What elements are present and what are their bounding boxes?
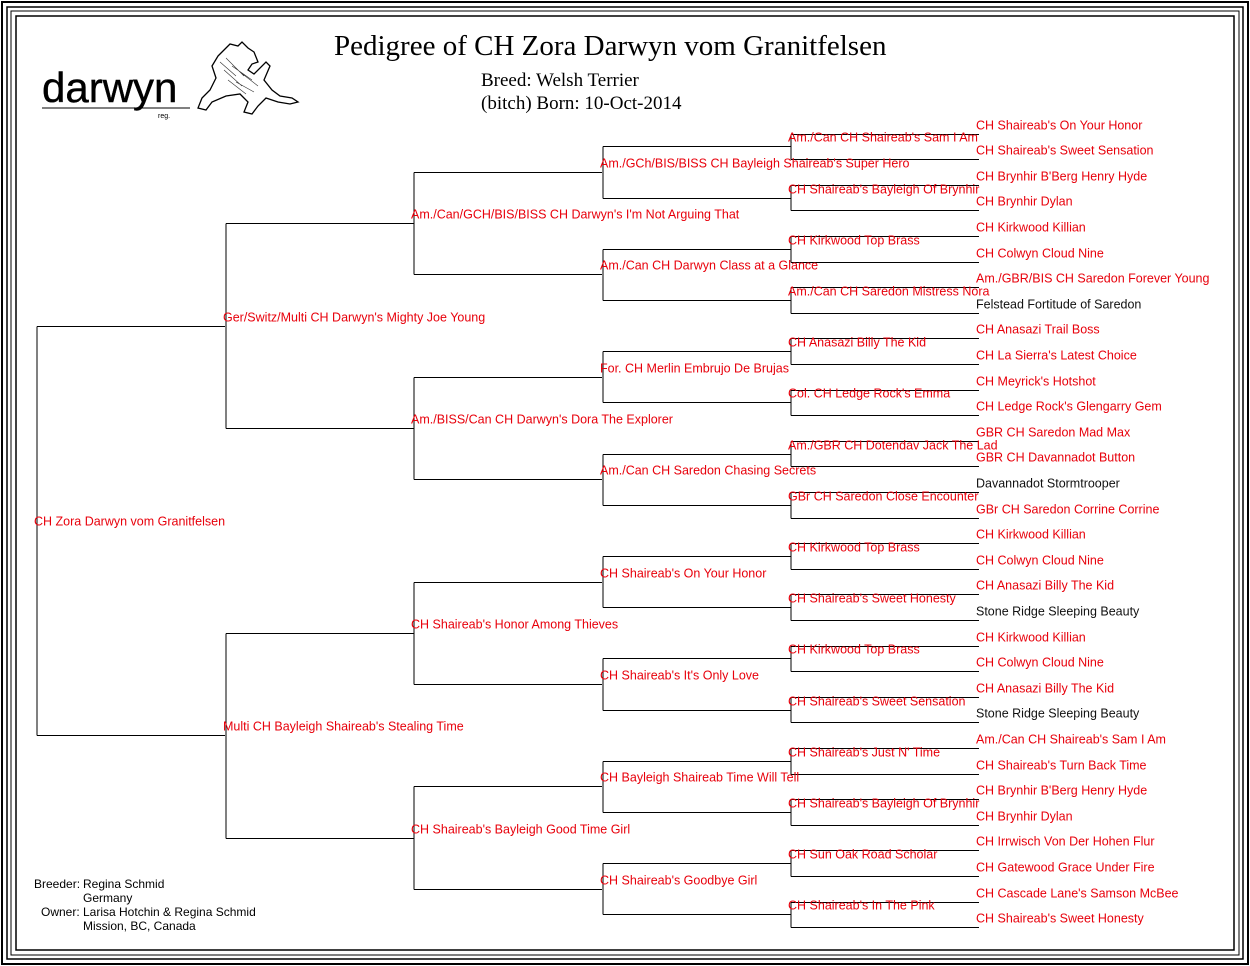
g4-ancestor-name: CH Shaireab's Bayleigh Of Brynhir [788, 796, 980, 810]
great-grandparent-name: Am./GCh/BIS/BISS CH Bayleigh Shaireab's Super Hero [600, 156, 910, 170]
g4-ancestor-name: Am./GBR CH Dotendav Jack The Lad [788, 438, 998, 452]
g5-ancestor-name: CH Shaireab's On Your Honor [976, 118, 1143, 132]
grandparent-name: CH Shaireab's Honor Among Thieves [411, 617, 619, 631]
g5-ancestor-name: CH Irrwisch Von Der Hohen Flur [976, 834, 1155, 848]
g5-ancestor-name: CH Anasazi Trail Boss [976, 322, 1100, 336]
grandparent-name: Am./Can/GCH/BIS/BISS CH Darwyn's I'm Not Arguing That [411, 207, 740, 221]
g5-ancestor-name: CH Brynhir B'Berg Henry Hyde [976, 783, 1148, 797]
g5-ancestor-name: Stone Ridge Sleeping Beauty [976, 706, 1140, 720]
logo-wordmark: darwyn [42, 64, 178, 111]
g5-ancestor-name: CH La Sierra's Latest Choice [976, 348, 1137, 362]
great-grandparent-name: CH Shaireab's On Your Honor [600, 566, 767, 580]
owner-location: Mission, BC, Canada [83, 919, 196, 933]
g4-ancestor-name: Am./Can CH Shaireab's Sam I Am [788, 130, 978, 144]
g4-ancestor-name: CH Shaireab's Sweet Honesty [788, 591, 956, 605]
g4-ancestor-name: CH Shaireab's In The Pink [788, 898, 935, 912]
owner-label: Owner: [41, 905, 80, 919]
great-grandparent-name: Am./Can CH Darwyn Class at a Glance [600, 258, 819, 272]
g5-ancestor-name: CH Brynhir B'Berg Henry Hyde [976, 169, 1148, 183]
g5-ancestor-name: CH Kirkwood Killian [976, 630, 1086, 644]
g5-ancestor-name: Felstead Fortitude of Saredon [976, 297, 1142, 311]
g5-ancestor-name: Am./GBR/BIS CH Saredon Forever Young [976, 271, 1210, 285]
owner-name: Larisa Hotchin & Regina Schmid [83, 905, 256, 919]
g5-ancestor-name: CH Kirkwood Killian [976, 220, 1086, 234]
g4-ancestor-name: CH Shaireab's Just N' Time [788, 745, 941, 759]
g5-ancestor-name: CH Anasazi Billy The Kid [976, 681, 1115, 695]
g4-ancestor-name: Col. CH Ledge Rock's Emma [788, 386, 951, 400]
g5-ancestor-name: CH Cascade Lane's Samson McBee [976, 886, 1179, 900]
g5-ancestor-name: CH Brynhir Dylan [976, 809, 1073, 823]
g4-ancestor-name: CH Kirkwood Top Brass [788, 540, 920, 554]
g5-ancestor-name: Stone Ridge Sleeping Beauty [976, 604, 1140, 618]
g4-ancestor-name: Am./Can CH Saredon Mistress Nora [788, 284, 990, 298]
page-title: Pedigree of CH Zora Darwyn vom Granitfelsen [334, 30, 887, 62]
breed-line: Breed: Welsh Terrier [481, 70, 639, 91]
g5-ancestor-name: CH Shaireab's Sweet Honesty [976, 911, 1144, 925]
g5-ancestor-name: GBR CH Saredon Mad Max [976, 425, 1131, 439]
g5-ancestor-name: CH Ledge Rock's Glengarry Gem [976, 399, 1162, 413]
g5-ancestor-name: CH Colwyn Cloud Nine [976, 655, 1104, 669]
g5-ancestor-name: Am./Can CH Shaireab's Sam I Am [976, 732, 1166, 746]
g5-ancestor-name: CH Kirkwood Killian [976, 527, 1086, 541]
g5-ancestor-name: CH Meyrick's Hotshot [976, 374, 1096, 388]
great-grandparent-name: For. CH Merlin Embrujo De Brujas [600, 361, 789, 375]
g4-ancestor-name: CH Shaireab's Bayleigh Of Brynhir [788, 182, 980, 196]
born-line: (bitch) Born: 10-Oct-2014 [481, 93, 682, 114]
logo-reg-mark: reg. [158, 113, 171, 120]
g5-ancestor-name: CH Shaireab's Sweet Sensation [976, 143, 1154, 157]
breeder-location: Germany [83, 891, 133, 905]
great-grandparent-name: CH Bayleigh Shaireab Time Will Tell [600, 770, 800, 784]
g5-ancestor-name: GBR CH Davannadot Button [976, 450, 1136, 464]
g4-ancestor-name: CH Kirkwood Top Brass [788, 642, 920, 656]
breeder-name: Regina Schmid [83, 877, 165, 891]
g5-ancestor-name: CH Shaireab's Turn Back Time [976, 758, 1147, 772]
g5-ancestor-name: GBr CH Saredon Corrine Corrine [976, 502, 1160, 516]
grandparent-name: Am./BISS/Can CH Darwyn's Dora The Explorer [411, 412, 673, 426]
g4-ancestor-name: CH Kirkwood Top Brass [788, 233, 920, 247]
g4-ancestor-name: GBr CH Saredon Close Encounter [788, 489, 979, 503]
great-grandparent-name: Am./Can CH Saredon Chasing Secrets [600, 463, 817, 477]
grandparent-name: CH Shaireab's Bayleigh Good Time Girl [411, 822, 631, 836]
parent-name: Ger/Switz/Multi CH Darwyn's Mighty Joe Young [223, 310, 486, 324]
subject-name: CH Zora Darwyn vom Granitfelsen [34, 514, 226, 528]
g5-ancestor-name: CH Gatewood Grace Under Fire [976, 860, 1155, 874]
great-grandparent-name: CH Shaireab's It's Only Love [600, 668, 760, 682]
g5-ancestor-name: CH Colwyn Cloud Nine [976, 246, 1104, 260]
parent-name: Multi CH Bayleigh Shaireab's Stealing Time [223, 719, 464, 733]
g5-ancestor-name: CH Brynhir Dylan [976, 194, 1073, 208]
g5-ancestor-name: CH Colwyn Cloud Nine [976, 553, 1104, 567]
g4-ancestor-name: CH Anasazi Billy The Kid [788, 335, 927, 349]
g5-ancestor-name: Davannadot Stormtrooper [976, 476, 1120, 490]
g4-ancestor-name: CH Shaireab's Sweet Sensation [788, 694, 966, 708]
great-grandparent-name: CH Shaireab's Goodbye Girl [600, 873, 758, 887]
g4-ancestor-name: CH Sun Oak Road Scholar [788, 847, 938, 861]
breeder-label: Breeder: [34, 877, 81, 891]
g5-ancestor-name: CH Anasazi Billy The Kid [976, 578, 1115, 592]
